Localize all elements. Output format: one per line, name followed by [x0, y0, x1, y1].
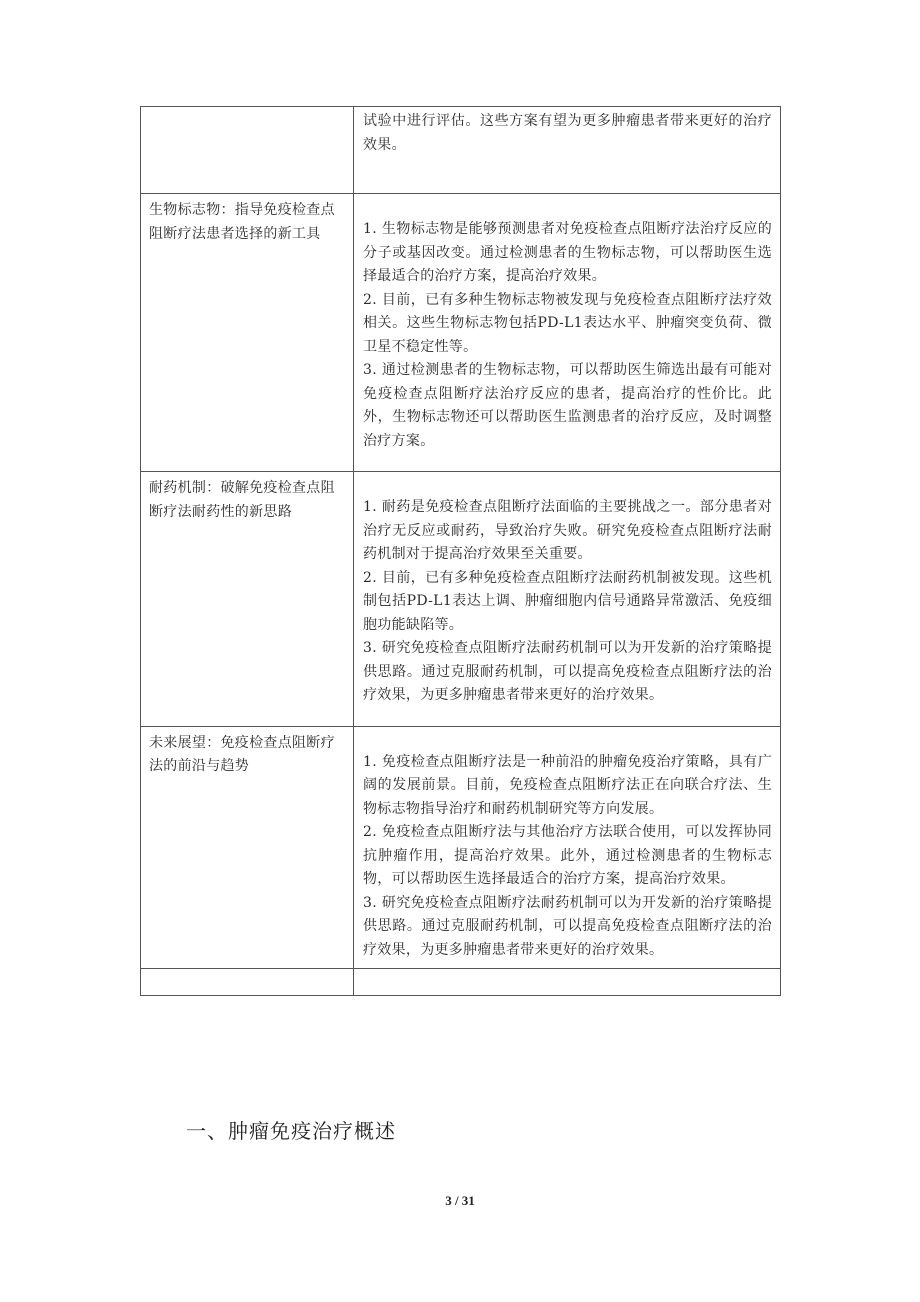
- paragraph: 3. 研究免疫检查点阻断疗法耐药机制可以为开发新的治疗策略提供思路。通过克服耐药机制，可以提高免疫检查点阻断疗法的治疗效果，为更多肿瘤患者带来更好的治疗效果。: [363, 894, 772, 958]
- section-heading: 一、肿瘤免疫治疗概述: [186, 1119, 396, 1143]
- table-row-continuation: [141, 107, 781, 194]
- page-number: 3 / 31: [445, 1193, 475, 1208]
- row-heading-cell: [141, 194, 354, 472]
- row-content-cell: [354, 726, 781, 969]
- row-heading-resistance: 耐药机制：破解免疫检查点阻断疗法耐药性的新思路: [149, 480, 335, 520]
- continuation-cell: [354, 107, 781, 194]
- paragraph: 3. 通过检测患者的生物标志物，可以帮助医生筛选出最有可能对免疫检查点阻断疗法治疗反应的患者，提高治疗的性价比。此外，生物标志物还可以帮助医生监测患者的治疗反应，及时调整治疗方案。: [363, 362, 772, 449]
- paragraph: 1. 免疫检查点阻断疗法是一种前沿的肿瘤免疫治疗策略，具有广阔的发展前景。目前，免疫检查点阻断疗法正在向联合疗法、生物标志物指导治疗和耐药机制研究等方向发展。: [363, 753, 772, 817]
- empty-left-cell: [141, 107, 354, 194]
- table-row-outlook: [141, 726, 781, 969]
- paragraph: 2. 目前，已有多种生物标志物被发现与免疫检查点阻断疗法疗效相关。这些生物标志物包括PD-L1表达水平、肿瘤突变负荷、微卫星不稳定性等。: [363, 291, 772, 355]
- row-content-cell: [354, 472, 781, 727]
- table-row-biomarkers: [141, 194, 781, 472]
- table-row-empty: [141, 969, 781, 996]
- paragraph: 3. 研究免疫检查点阻断疗法耐药机制可以为开发新的治疗策略提供思路。通过克服耐药机制，可以提高免疫检查点阻断疗法的治疗效果，为更多肿瘤患者带来更好的治疗效果。: [363, 640, 772, 703]
- row-heading-cell: [141, 472, 354, 727]
- empty-left-cell: [141, 969, 354, 996]
- content-table: [140, 106, 781, 996]
- row-heading-cell: [141, 726, 354, 969]
- paragraph: 1. 生物标志物是能够预测患者对免疫检查点阻断疗法治疗反应的分子或基因改变。通过检测患者的生物标志物，可以帮助医生选择最适合的治疗方案，提高治疗效果。: [363, 221, 772, 284]
- paragraph: 2. 目前，已有多种免疫检查点阻断疗法耐药机制被发现。这些机制包括PD-L1表达上调、肿瘤细胞内信号通路异常激活、免疫细胞功能缺陷等。: [363, 569, 772, 633]
- row-content-cell: [354, 194, 781, 472]
- row-heading-outlook: 未来展望：免疫检查点阻断疗法的前沿与趋势: [149, 734, 335, 774]
- paragraph: 1. 耐药是免疫检查点阻断疗法面临的主要挑战之一。部分患者对治疗无反应或耐药，导致治疗失败。研究免疫检查点阻断疗法耐药机制对于提高治疗效果至关重要。: [363, 499, 772, 562]
- table-row-resistance: [141, 472, 781, 727]
- row-heading-biomarkers: 生物标志物：指导免疫检查点阻断疗法患者选择的新工具: [149, 202, 335, 242]
- continuation-text: 试验中进行评估。这些方案有望为更多肿瘤患者带来更好的治疗效果。: [363, 113, 772, 153]
- paragraph: 2. 免疫检查点阻断疗法与其他治疗方法联合使用，可以发挥协同抗肿瘤作用，提高治疗效果。此外，通过检测患者的生物标志物，可以帮助医生选择最适合的治疗方案，提高治疗效果。: [363, 824, 772, 887]
- empty-right-cell: [354, 969, 781, 996]
